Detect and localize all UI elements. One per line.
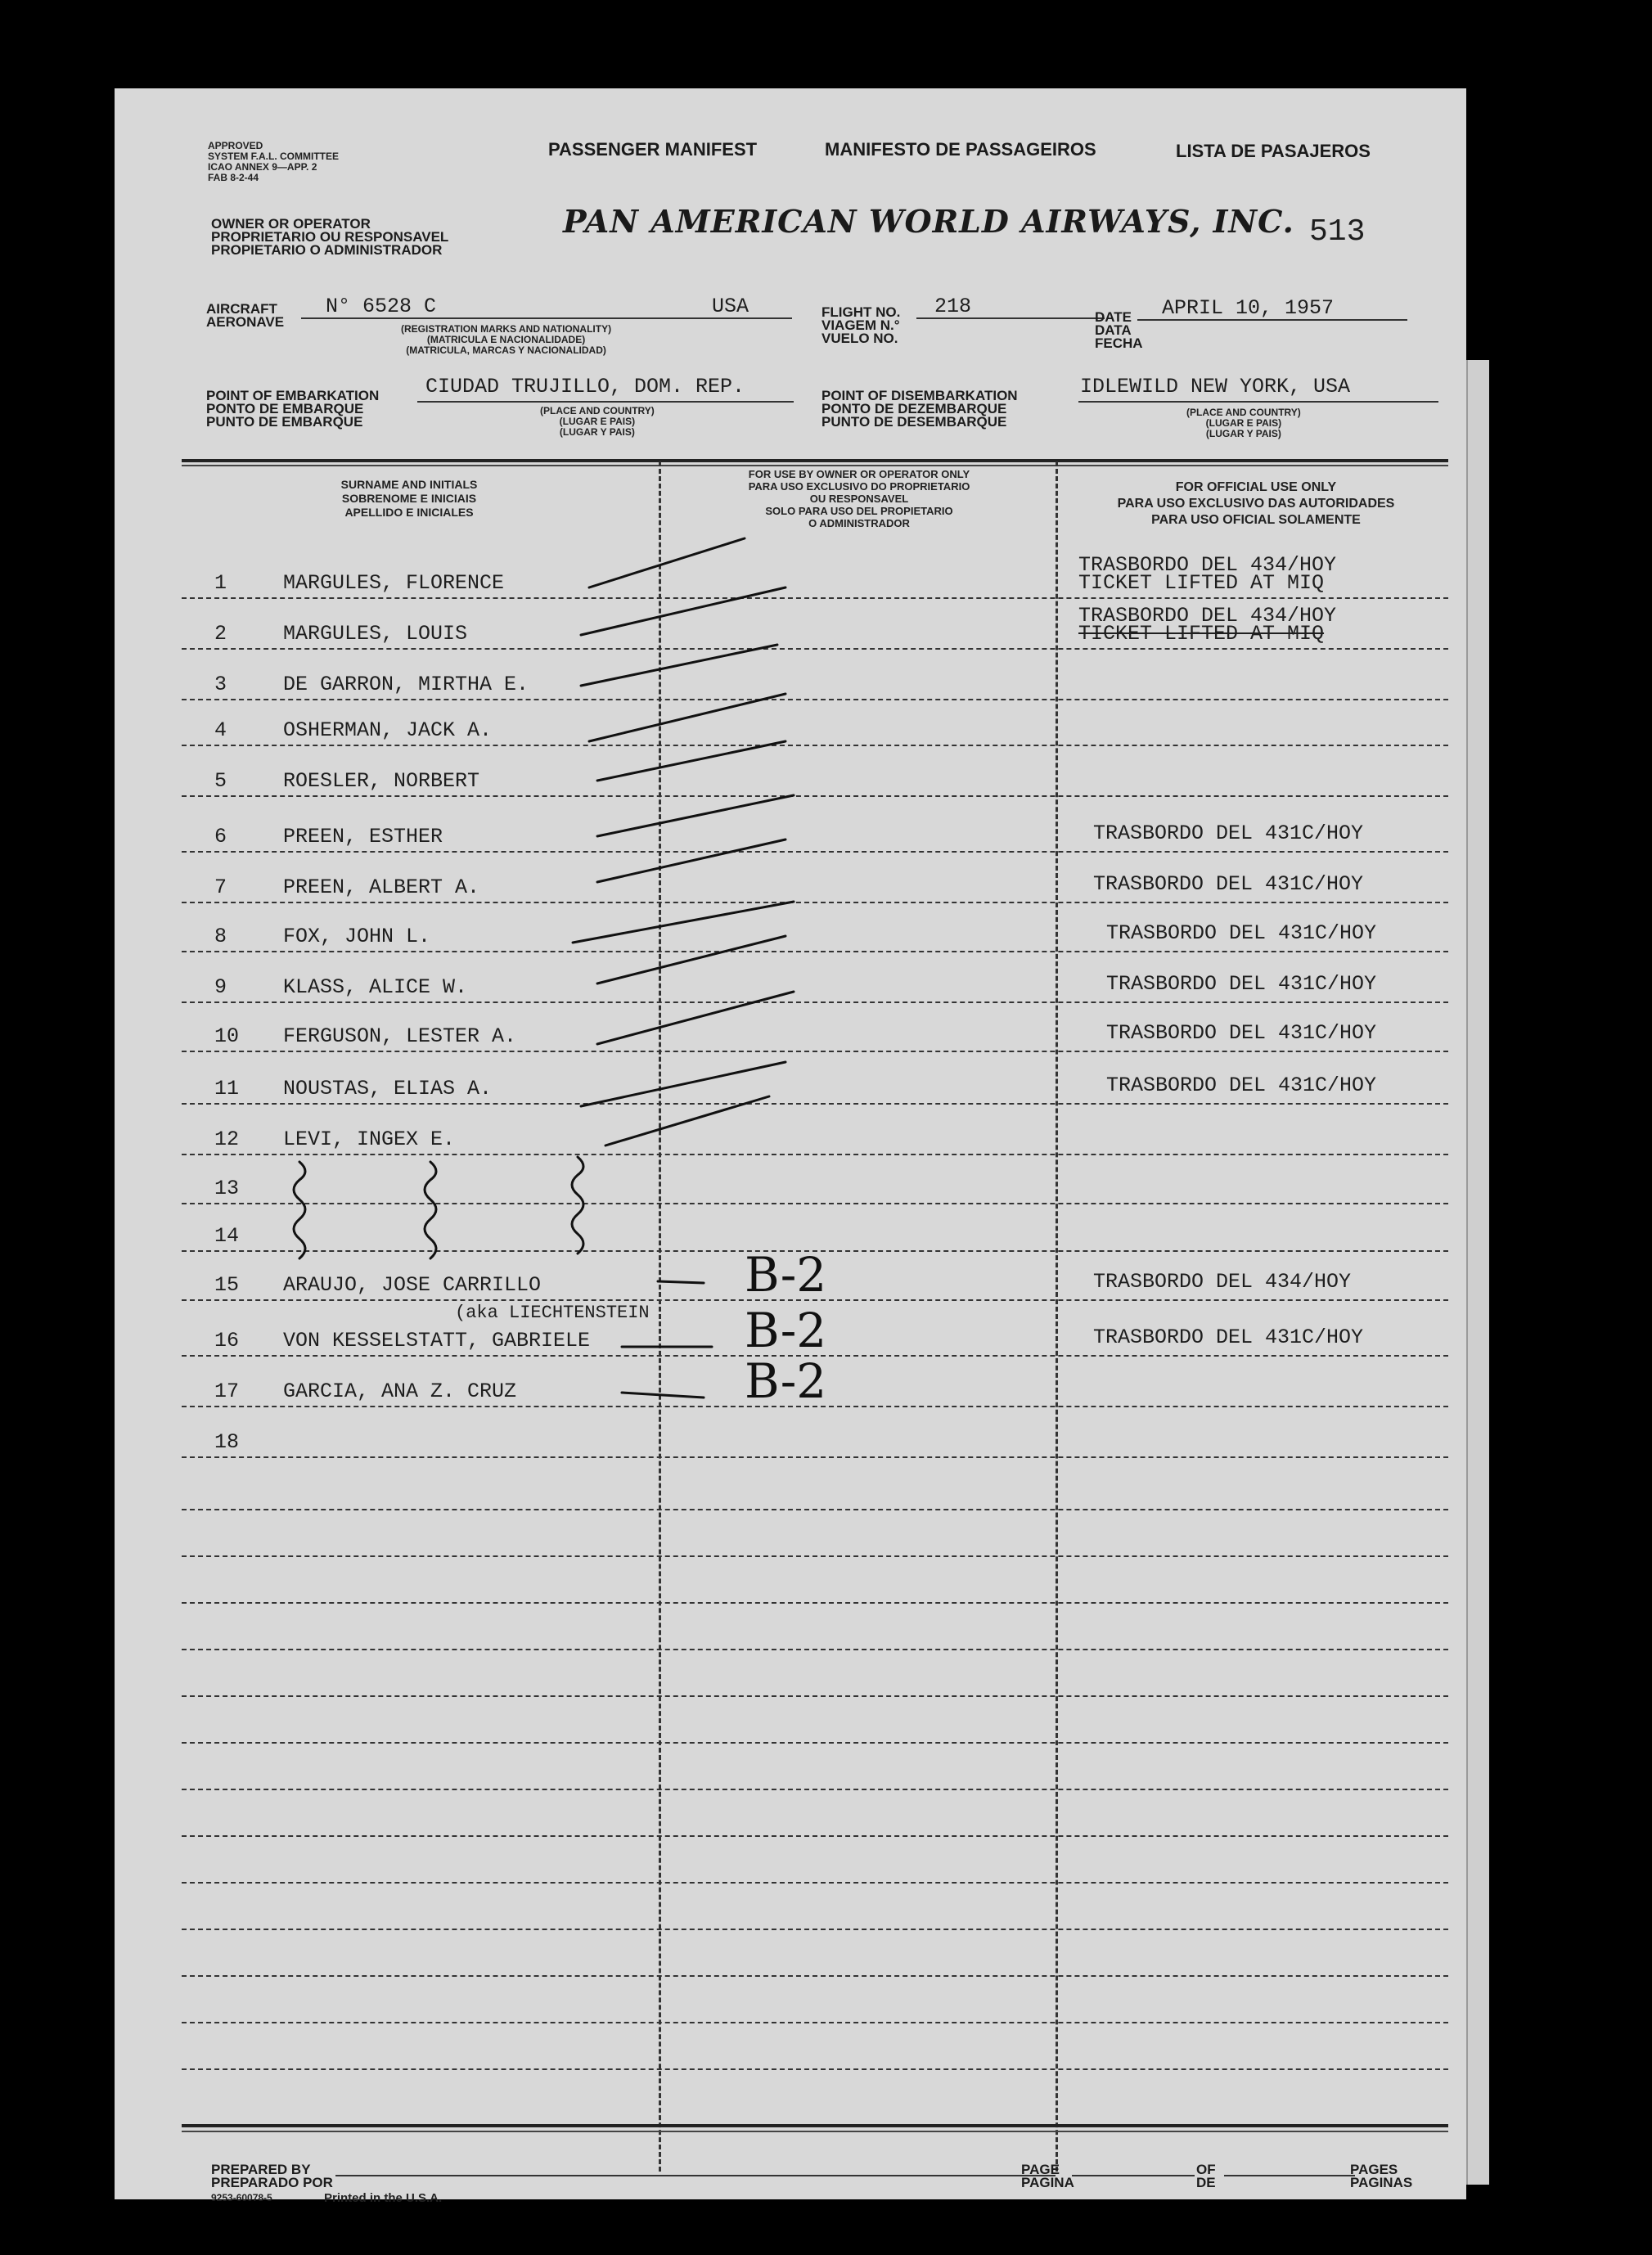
check-stroke: [589, 694, 785, 741]
ditto-mark: [572, 1157, 583, 1254]
row-number: 7: [214, 875, 227, 899]
row-number: 17: [214, 1380, 240, 1403]
header-line: OU RESPONSAVEL: [809, 493, 909, 505]
owner-use-entry: B-2: [745, 1353, 827, 1409]
row-number: 18: [214, 1430, 240, 1454]
footer-rule-2: [182, 2131, 1448, 2132]
label-line: DATE: [1095, 309, 1132, 325]
official-use-note: TICKET LIFTED AT MIQ: [1078, 571, 1325, 595]
row-number: 3: [214, 673, 227, 696]
official-use-entry: TRASBORDO DEL 431C/HOY: [1106, 1073, 1377, 1097]
label-line: PREPARADO POR: [211, 2175, 333, 2190]
blank-line: [182, 1882, 1448, 1884]
note-line: (PLACE AND COUNTRY): [540, 405, 655, 416]
label-line: AERONAVE: [206, 314, 285, 330]
check-stroke: [573, 902, 794, 943]
passenger-name: PREEN, ESTHER: [283, 825, 443, 848]
header-line: SOLO PARA USO DEL PROPIETARIO: [765, 505, 953, 517]
check-stroke: [581, 645, 777, 686]
check-stroke: [605, 1096, 769, 1146]
note-line: (MATRICULA E NACIONALIDADE): [426, 334, 586, 345]
label-line: VIAGEM N.°: [821, 317, 900, 333]
aka-note: (aka LIECHTENSTEIN: [455, 1303, 650, 1323]
official-use-entry: TRASBORDO DEL 431C/HOY: [1093, 821, 1364, 845]
passenger-name: LEVI, INGEX E.: [283, 1128, 456, 1151]
passenger-name: MARGULES, LOUIS: [283, 622, 468, 646]
header-line: O ADMINISTRADOR: [808, 517, 910, 529]
title-portuguese: MANIFESTO DE PASSAGEIROS: [825, 139, 1096, 160]
label-line: PROPRIETARIO OU RESPONSAVEL: [211, 229, 449, 245]
note-line: (MATRICULA, MARCAS Y NACIONALIDAD): [406, 344, 606, 356]
paper-edge: [1466, 360, 1489, 2185]
note-line: (LUGAR Y PAIS): [559, 426, 635, 438]
check-stroke: [622, 1393, 704, 1398]
note-line: (LUGAR E PAIS): [1205, 417, 1282, 429]
official-use-entry: TRASBORDO DEL 434/HOY: [1078, 604, 1337, 628]
row-number: 16: [214, 1329, 240, 1353]
header-line: SOBRENOME E INICIAIS: [341, 492, 477, 505]
aircraft-nationality: USA: [712, 295, 749, 318]
ditto-mark: [294, 1162, 305, 1258]
passenger-name: MARGULES, FLORENCE: [283, 571, 505, 595]
row-number: 10: [214, 1024, 240, 1048]
approval-line: APPROVED: [208, 140, 263, 151]
official-use-entry: TRASBORDO DEL 431C/HOY: [1106, 972, 1377, 996]
header-line: PARA USO EXCLUSIVO DAS AUTORIDADES: [1117, 497, 1395, 511]
check-stroke: [597, 936, 785, 983]
of-underline: [1224, 2175, 1355, 2176]
check-stroke: [581, 587, 785, 635]
label-line: PAGES: [1350, 2162, 1398, 2177]
label-line: POINT OF EMBARKATION: [206, 388, 380, 403]
note-line: (LUGAR Y PAIS): [1205, 428, 1281, 439]
label-line: DE: [1196, 2175, 1216, 2190]
approval-line: SYSTEM F.A.L. COMMITTEE: [208, 151, 340, 162]
official-use-entry: TRASBORDO DEL 434/HOY: [1093, 1270, 1352, 1294]
passenger-name: GARCIA, ANA Z. CRUZ: [283, 1380, 517, 1403]
operator-name: PAN AMERICAN WORLD AIRWAYS, INC.: [563, 203, 1294, 240]
printed-in: Printed in the U.S.A.: [324, 2191, 443, 2205]
header-line: PARA USO EXCLUSIVO DO PROPRIETARIO: [748, 480, 970, 493]
page-underline: [1072, 2175, 1195, 2176]
note-line: (PLACE AND COUNTRY): [1186, 407, 1301, 418]
blank-line: [182, 2068, 1448, 2070]
header-line: SURNAME AND INITIALS: [340, 478, 478, 491]
passenger-name: ROESLER, NORBERT: [283, 769, 480, 793]
official-use-entry: TRASBORDO DEL 431C/HOY: [1106, 1021, 1377, 1045]
row-number: 9: [214, 975, 227, 999]
form-code: 9253-60078-5: [211, 2192, 272, 2203]
label-line: PONTO DE EMBARQUE: [206, 401, 364, 416]
prepared-label: [211, 2163, 333, 2190]
passenger-name: KLASS, ALICE W.: [283, 975, 468, 999]
label-line: PROPIETARIO O ADMINISTRADOR: [211, 242, 443, 258]
blank-line: [182, 1975, 1448, 1977]
page-label: [1021, 2163, 1074, 2190]
passenger-name: FOX, JOHN L.: [283, 925, 431, 948]
official-use-entry: TRASBORDO DEL 434/HOY: [1078, 553, 1337, 577]
flight-date: APRIL 10, 1957: [1162, 296, 1335, 320]
blank-line: [182, 1742, 1448, 1744]
label-line: PREPARED BY: [211, 2162, 311, 2177]
blank-line: [182, 2022, 1448, 2023]
label-line: POINT OF DISEMBARKATION: [821, 388, 1018, 403]
official-use-entry: TRASBORDO DEL 431C/HOY: [1093, 1326, 1364, 1349]
of-label: [1196, 2163, 1216, 2190]
header-line: APELLIDO E INICIALES: [344, 506, 474, 519]
label-line: DATA: [1095, 322, 1132, 338]
row-number: 1: [214, 571, 227, 595]
pages-label: [1350, 2163, 1412, 2190]
blank-line: [182, 1835, 1448, 1837]
label-line: PAGINA: [1021, 2175, 1074, 2190]
check-stroke: [597, 839, 785, 882]
note-line: (REGISTRATION MARKS AND NATIONALITY): [401, 323, 612, 335]
check-stroke: [597, 795, 794, 836]
label-line: FECHA: [1095, 335, 1143, 351]
embarkation-point: CIUDAD TRUJILLO, DOM. REP.: [425, 375, 745, 398]
label-line: FLIGHT NO.: [821, 304, 901, 320]
official-use-entry: TRASBORDO DEL 431C/HOY: [1093, 872, 1364, 896]
row-number: 2: [214, 622, 227, 646]
passenger-name: FERGUSON, LESTER A.: [283, 1024, 517, 1048]
check-stroke: [589, 538, 745, 587]
blank-line: [182, 1929, 1448, 1930]
ditto-mark: [425, 1162, 436, 1258]
label-line: PUNTO DE EMBARQUE: [206, 414, 363, 430]
header-line: FOR USE BY OWNER OR OPERATOR ONLY: [748, 468, 970, 480]
label-line: PAGE: [1021, 2162, 1060, 2177]
approval-line: FAB 8-2-44: [208, 172, 259, 183]
row-number: 8: [214, 925, 227, 948]
label-line: PAGINAS: [1350, 2175, 1413, 2190]
check-stroke: [658, 1281, 704, 1283]
check-stroke: [597, 741, 785, 781]
official-use-entry: TRASBORDO DEL 431C/HOY: [1106, 921, 1377, 945]
row-number: 4: [214, 718, 227, 742]
row-number: 15: [214, 1273, 240, 1297]
title-english: PASSENGER MANIFEST: [548, 139, 758, 160]
header-line: PARA USO OFICIAL SOLAMENTE: [1151, 513, 1361, 527]
passenger-name: PREEN, ALBERT A.: [283, 875, 480, 899]
label-line: VUELO NO.: [821, 331, 898, 346]
flight-number: 218: [934, 295, 972, 318]
passenger-name: ARAUJO, JOSE CARRILLO: [283, 1273, 542, 1297]
row-number: 13: [214, 1177, 240, 1200]
manifest-sheet: [115, 88, 1466, 2205]
approval-line: ICAO ANNEX 9—APP. 2: [208, 161, 317, 173]
passenger-name: OSHERMAN, JACK A.: [283, 718, 493, 742]
blank-line: [182, 1789, 1448, 1790]
row-number: 12: [214, 1128, 240, 1151]
label-line: OF: [1196, 2162, 1216, 2177]
passenger-name: VON KESSELSTATT, GABRIELE: [283, 1329, 591, 1353]
official-use-note: TICKET LIFTED AT MIQ: [1078, 622, 1325, 646]
page-number: 513: [1309, 214, 1366, 250]
prepared-underline: [335, 2175, 1056, 2176]
disembarkation-point: IDLEWILD NEW YORK, USA: [1080, 375, 1351, 398]
owner-use-entry: B-2: [745, 1247, 827, 1303]
passenger-name: DE GARRON, MIRTHA E.: [283, 673, 529, 696]
label-line: PUNTO DE DESEMBARQUE: [821, 414, 1007, 430]
passenger-name: NOUSTAS, ELIAS A.: [283, 1077, 493, 1100]
label-line: OWNER OR OPERATOR: [211, 216, 371, 232]
row-number: 11: [214, 1077, 240, 1100]
aircraft-registration: N° 6528 C: [326, 295, 437, 318]
row-number: 6: [214, 825, 227, 848]
header-line: FOR OFFICIAL USE ONLY: [1175, 480, 1337, 494]
owner-check-marks: [115, 88, 1466, 1725]
title-spanish: LISTA DE PASAJEROS: [1176, 141, 1371, 161]
label-line: PONTO DE DEZEMBARQUE: [821, 401, 1007, 416]
row-number: 5: [214, 769, 227, 793]
check-stroke: [597, 992, 794, 1044]
note-line: (LUGAR E PAIS): [559, 416, 636, 427]
row-number: 14: [214, 1224, 240, 1248]
footer-rule: [182, 2124, 1448, 2127]
owner-use-entry: B-2: [745, 1303, 827, 1358]
label-line: AIRCRAFT: [206, 301, 277, 317]
